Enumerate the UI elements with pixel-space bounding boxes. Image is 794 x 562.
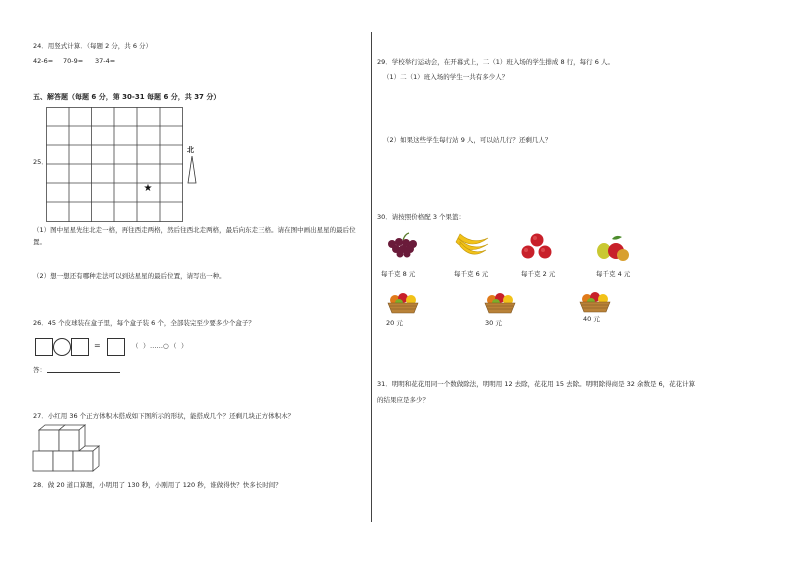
price-grapes: 每千克 8 元 (381, 270, 416, 278)
price-mixed: 每千克 4 元 (596, 270, 631, 278)
remainder-paren-open: （ (170, 342, 177, 350)
q29-part2: （2）如果这些学生每行站 9 人，可以站几行？还剩几人？ (383, 136, 552, 144)
cube-stack-figure (33, 424, 99, 472)
basket-price-3: 40 元 (583, 315, 600, 323)
apples-icon (520, 232, 554, 260)
remainder-paren-close: ） (181, 342, 188, 350)
q27-text: 27．小红用 36 个正方体积木搭成如下图所示的形状，能搭成几个？还剩几块正方体积木？ (33, 412, 295, 420)
q30-text: 30．请按照价格配 3 个果篮： (377, 213, 466, 221)
operand-box-1[interactable] (35, 338, 53, 356)
fruit-basket-icon (578, 290, 612, 314)
q29-part1: （1）二（1）班入场的学生一共有多少人？ (383, 73, 509, 81)
basket-price-1: 20 元 (386, 319, 403, 327)
section5-heading: 五、解答题（每题 6 分，第 30-31 每题 6 分，共 37 分） (33, 93, 221, 101)
price-apples: 每千克 2 元 (521, 270, 556, 278)
q31-line2: 的结果应是多少？ (377, 396, 429, 404)
basket-price-2: 30 元 (485, 319, 502, 327)
north-label: 北 (187, 146, 194, 154)
q29-text: 29．学校举行运动会，在开幕式上，二（1）班入场的学生排成 8 行，每行 6 人。 (377, 58, 614, 66)
q31-line1: 31．明明和花花用同一个数做除法，明明用 12 去除，花花用 15 去除。明明除得商是 32 余数是 6，花花计算 (377, 380, 696, 388)
q26-answer-label: 答： (33, 366, 46, 374)
q24-title: 24．用竖式计算．（每题 2 分，共 6 分） (33, 42, 153, 50)
quotient-paren-open: （ (132, 342, 139, 350)
q25-grid (46, 107, 184, 223)
remainder-sep: ……○ (150, 342, 169, 350)
q25-part1: （1）图中星星先往北走一格，再往西走两格，然后往西北走两格，最后向东走三格。请在图中画出星星的最后位置。 (33, 226, 356, 246)
q26-text: 26．45 个皮球装在盒子里，每个盒子装 6 个，全部装完至少要多少个盒子？ (33, 319, 255, 327)
result-box[interactable] (107, 338, 125, 356)
column-divider (371, 32, 372, 522)
quotient-paren-close: ） (143, 342, 150, 350)
grapes-icon (387, 232, 421, 260)
q25-number: 25． (33, 158, 48, 166)
q24-expr-2: 70-9= (63, 57, 84, 65)
q25-part2: （2）想一想还有哪种走法可以到达星星的最后位置，请写出一种。 (33, 272, 226, 280)
bananas-icon (454, 232, 490, 260)
equals-sign: = (94, 341, 101, 350)
mixed-fruit-icon (594, 233, 630, 263)
fruit-basket-icon (386, 291, 420, 315)
q26-answer-line[interactable] (47, 372, 120, 373)
q28-text: 28．做 20 道口算题，小明用了 130 秒，小刚用了 120 秒，谁做得快？快多长时间？ (33, 481, 282, 489)
north-arrow-icon (187, 156, 197, 184)
operator-circle[interactable] (53, 338, 71, 356)
q24-expr-3: 37-4= (95, 57, 116, 65)
operand-box-2[interactable] (71, 338, 89, 356)
star-icon: ★ (143, 183, 153, 194)
price-bananas: 每千克 6 元 (454, 270, 489, 278)
fruit-basket-icon (483, 291, 517, 315)
q24-expr-1: 42-6= (33, 57, 54, 65)
